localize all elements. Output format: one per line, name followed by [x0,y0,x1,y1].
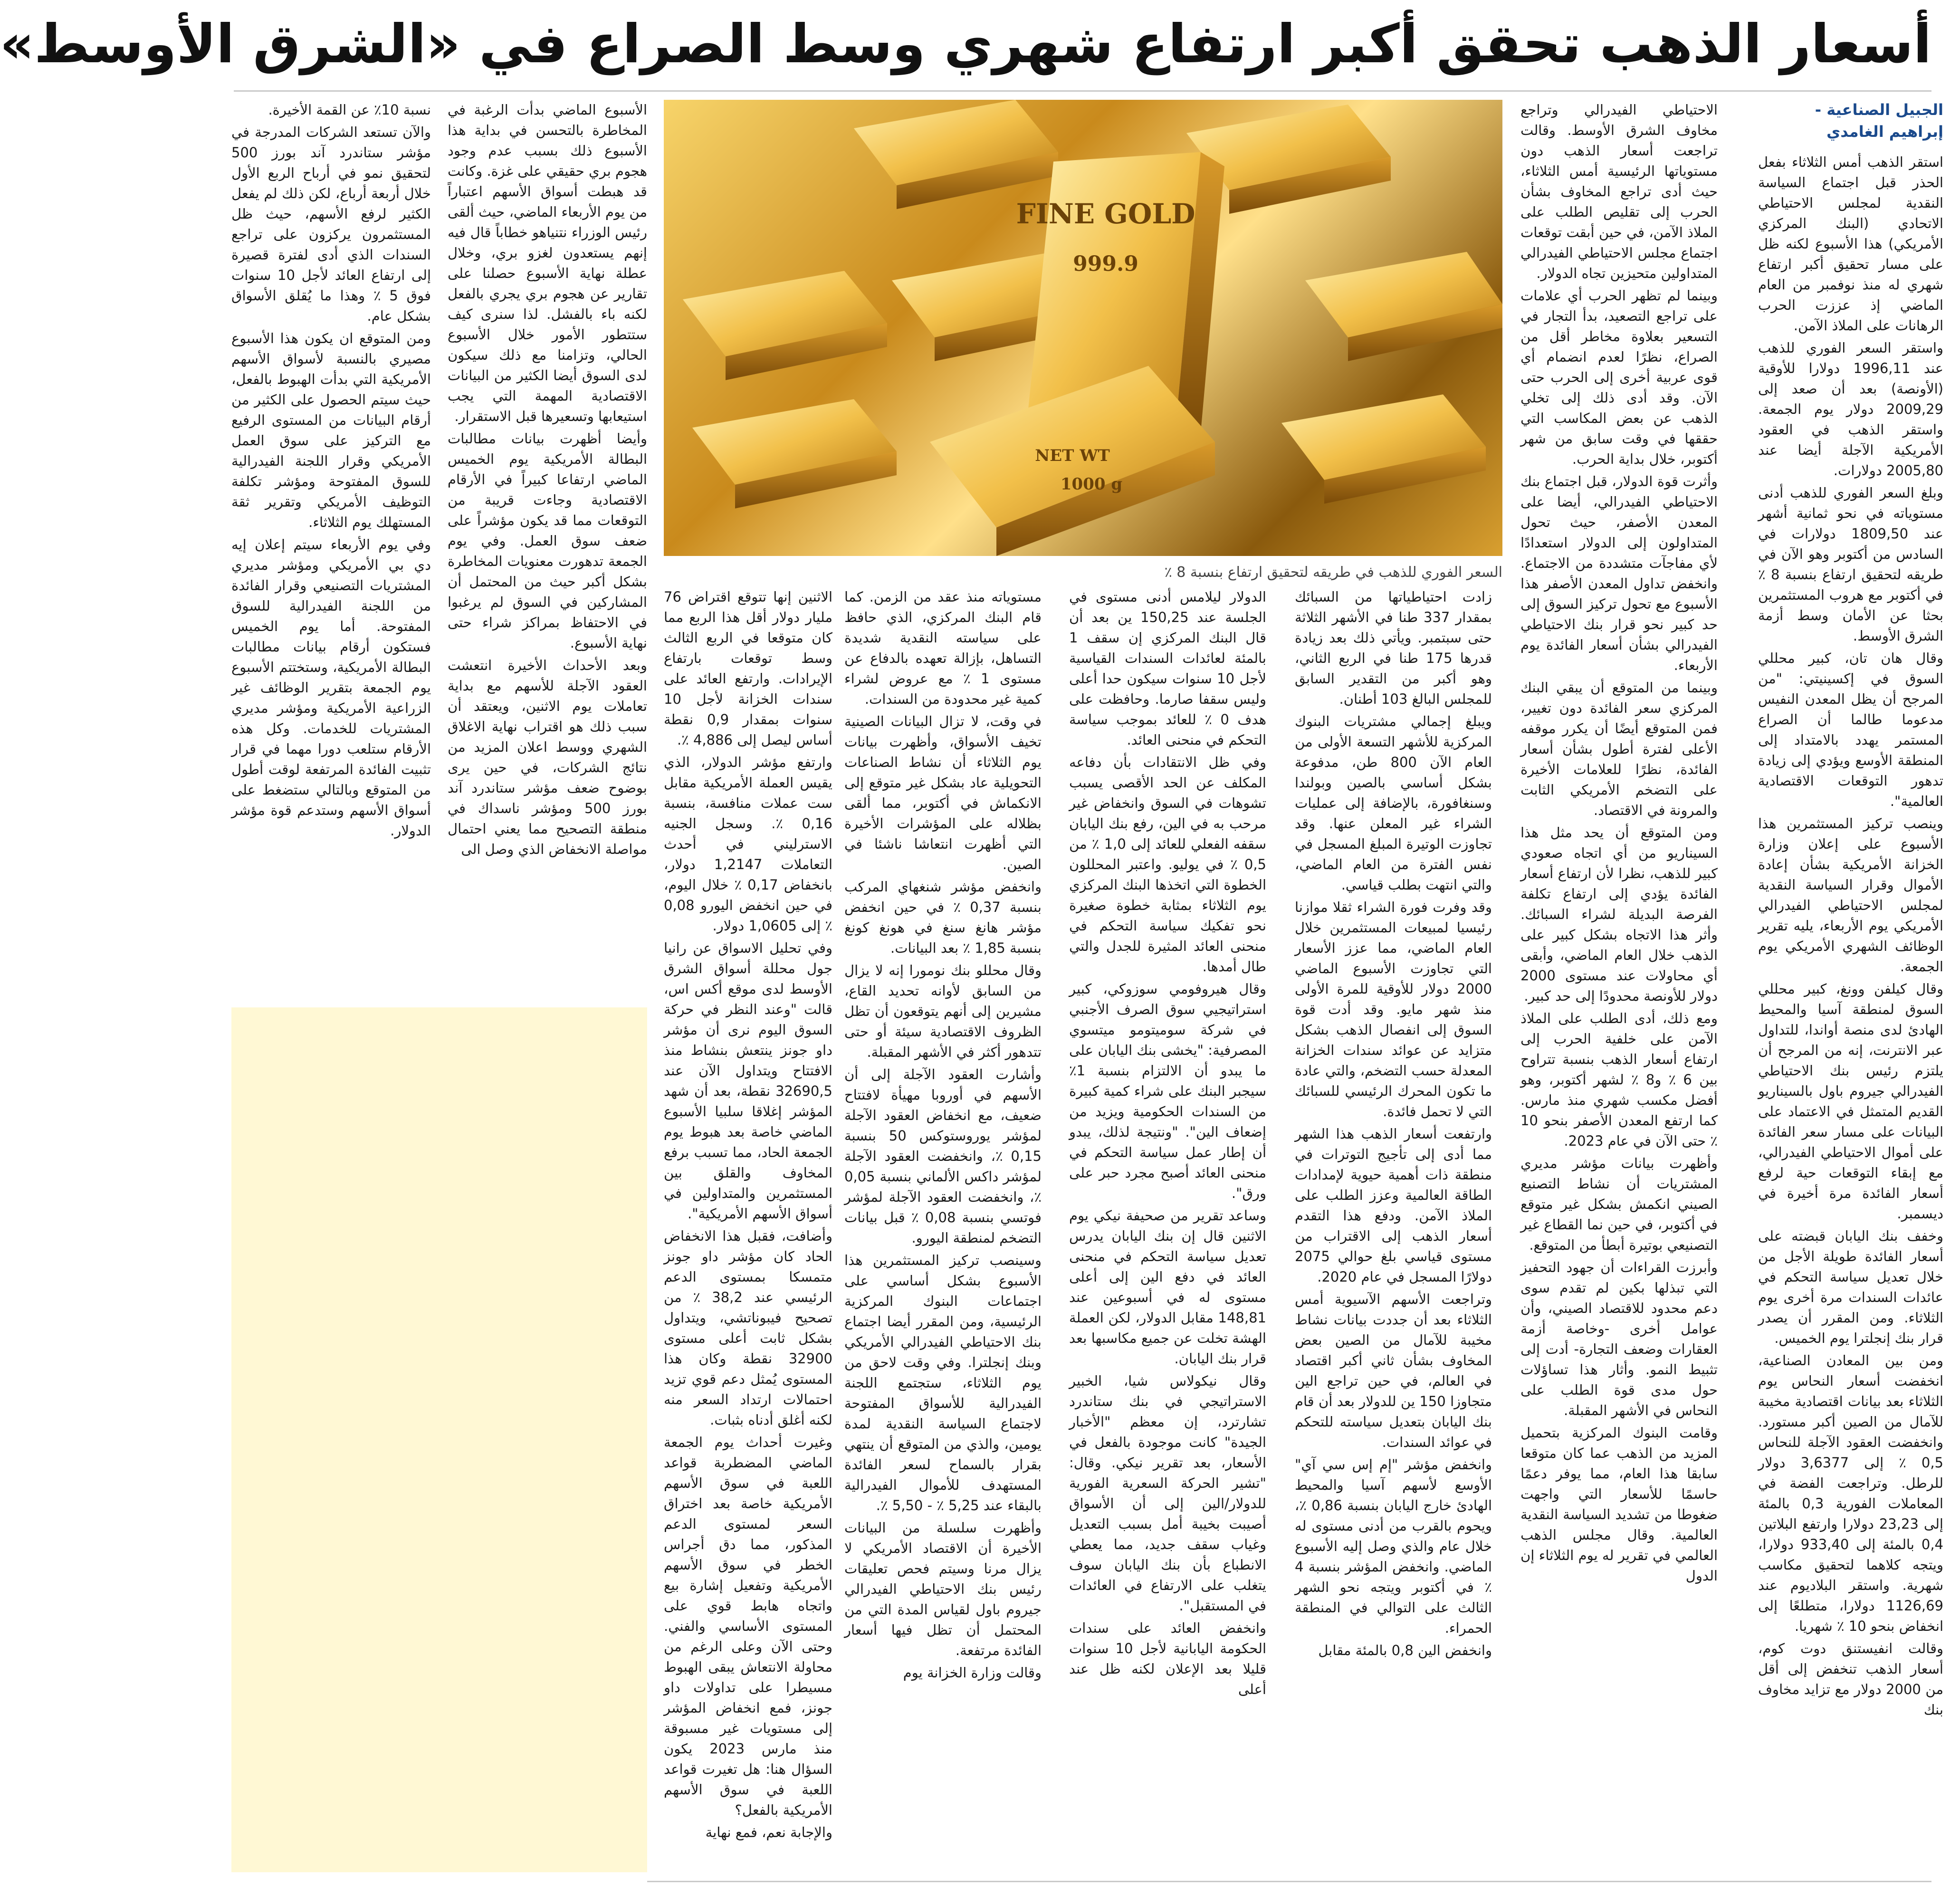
article-paragraph: وانخفض الين 0,8 بالمئة مقابل [1318,1642,1492,1658]
article-paragraph: وبعد الأحداث الأخيرة انتعشت العقود الآجلة للأسهم مع بداية تعاملات يوم الاثنين، ويعتقد أن سبب ذلك هو اقتراب نهاية الاغلاق الشهري ووسط اعلان المزيد من نتائج الشركات، في حين يرى بوضوح ضعف مؤشر ستاندرد آند بورز 500 ومؤشر ناسداك في منطقة التصحيح مما يعني احتمال مواصلة الانخفاض الذي وصل الى [448,657,648,857]
article-paragraph: وأظهرت بيانات مؤشر مديري المشتريات أن نشاط التصنيع الصيني انكمش بشكل غير متوقع في أكتوبر، في حين نما القطاع غير التصنيعي بوتيرة أبطأ من المتوقع. [1520,1155,1718,1253]
article-paragraph: الأسبوع الماضي بدأت الرغبة في المخاطرة بالتحسن في بداية هذا الأسبوع ذلك بسبب عدم وجود هجوم بري حقيقي على غزة. وكانت قد هبطت أسواق الأسهم اعتباراً من يوم الأربعاء الماضي، حيث ألقى رئيس الوزراء نتنياهو خطاباً قال فيه إنهم يستعدون لغزو بري، وخلال عطلة نهاية الأسبوع حصلنا على تقارير عن هجوم بري يجري بالفعل لكنه باء بالفشل. لذا سنرى كيف ستتطور الأمور خلال الأسبوع الحالي، وتزامنا مع ذلك سيكون لدى السوق أيضا الكثير من البيانات الاقتصادية المهمة التي يجب استيعابها وتسعيرها قبل الاستقرار. [448,102,647,424]
gold-bar [854,100,1058,209]
article-paragraph: ومن المتوقع ان يكون هذا الأسبوع مصيري بالنسبة لأسواق الأسهم الأمريكية التي بدأت الهبوط بالفعل، حيث سيتم الحصول على الكثير من أرقام البيانات من المستوى الرفيع مع التركيز على سوق العمل الأمريكي وقرار اللجنة الفيدرالية للسوق المفتوحة ومؤشر تكلفة التوظيف الأمريكي وتقرير ثقة المستهلك يوم الثلاثاء. [231,330,431,530]
article-paragraph: وسينصب تركيز المستثمرين هذا الأسبوع بشكل أساسي على اجتماعات البنوك المركزية الرئيسية، ومن المقرر أيضا اجتماع بنك الاحتياطي الفيدرالي الأمريكي وبنك إنجلترا. وفي وقت لاحق من يوم الثلاثاء، ستجتمع اللجنة الفيدرالية للأسواق المفتوحة لاجتماع السياسة النقدية لمدة يومين، والذي من المتوقع أن ينتهي بقرار بالسماح لسعر الفائدة المستهدف للأموال الفيدرالية بالبقاء عند 5,25 ٪ - 5,50 ٪. [844,1252,1042,1513]
article-paragraph: وينصب تركيز المستثمرين هذا الأسبوع على إعلان وزارة الخزانة الأمريكية بشأن إعادة الأموال وقرار السياسة النقدية لمجلس الاحتياطي الفيدرالي الأمريكي يوم الأربعاء، يليه تقرير الوظائف الشهري الأمريكي يوم الجمعة. [1758,815,1943,975]
article-paragraph: والآن تستعد الشركات المدرجة في مؤشر ستاندرد آند بورز 500 لتحقيق نمو في أرباح الربع الأول خلال أربعة أرباع، لكن ذلك لم يفعل الكثير لرفع الأسهم، حيث ظل المستثمرون يركزون على تراجع السندات الذي أدى لفترة قصيرة إلى ارتفاع العائد لأجل 10 سنوات فوق 5 ٪ وهذا ما يُقلق الأسواق بشكل عام. [231,124,431,324]
bar-label-weight: 1000 g [1060,475,1123,494]
article-paragraph: وقال محللو بنك نومورا إنه لا يزال من السابق لأوانه تحديد القاع، مشيرين إلى أنهم يتوقعون أن تظل الظروف الاقتصادية سيئة أو حتى تتدهور أكثر في الأشهر المقبلة. [844,962,1042,1060]
article-paragraph: وأظهرت سلسلة من البيانات الأخيرة أن الاقتصاد الأمريكي لا يزال مرنا وسيتم فحص تعليقات رئيس بنك الاحتياطي الفيدرالي جيروم باول لقياس المدة التي من المحتمل أن تظل فيها أسعار الفائدة مرتفعة. [844,1520,1042,1658]
byline: الجبيل الصناعية - إبراهيم الغامدي [1815,101,1943,141]
article-paragraph: وفي يوم الأربعاء سيتم إعلان إيه دي بي الأمريكي ومؤشر مديري المشتريات التصنيعي وقرار الفائدة من اللجنة الفيدرالية للسوق المفتوحة. أما يوم الخميس فستكون أرقام بيانات مطالبات البطالة الأمريكية، وستختتم الأسبوع يوم الجمعة بتقرير الوظائف غير الزراعية الأمريكية ومؤشر مديري المشتريات للخدمات. وكل هذه الأرقام ستلعب دورا مهما في قرار تثبيت الفائدة المرتفعة لوقت أطول من المتوقع وبالتالي ستضغط على أسواق الأسهم وستدعم قوة مؤشر الدولار. [231,536,431,839]
article-column-8 [231,100,431,1003]
article-paragraph: ويبلغ إجمالي مشتريات البنوك المركزية للأشهر التسعة الأولى من العام الآن 800 طن، مدفوعة بشكل أساسي بالصين وبولندا وسنغافورة، بالإضافة إلى عمليات الشراء غير المعلن عنها. وقد تجاوزت الوتيرة المبلغ المسجل في نفس الفترة من العام الماضي، والتي انتهت بطلب قياسي. [1295,713,1492,893]
bar-label-fine-gold: FINE GOLD [1016,198,1195,230]
article-paragraph: نسبة 10٪ عن القمة الأخيرة. [268,102,431,118]
gold-bars-photo [664,100,1502,556]
gold-bar [683,271,887,380]
article-paragraph: وارتفع مؤشر الدولار، الذي يقيس العملة الأمريكية مقابل ست عملات منافسة، بنسبة 0,16 ٪. وسجل الجنيه الاسترليني في أحدث التعاملات 1,2147 دولار، بانخفاض 0,17 ٪ خلال اليوم، في حين انخفض اليورو 0,08 ٪ إلى 1,0605 دولار. [664,754,833,934]
article-column-3 [1295,587,1492,1882]
article-paragraph: والإجابة نعم، فمع نهاية [705,1824,832,1840]
article-paragraph: وقال نيكولاس شيا، الخبير الاستراتيجي في بنك ستاندرد تشارترد، إن معظم "الأخبار الجيدة" كانت موجودة بالفعل في الأسعار، بعد تقرير نيكي. وقال: "تشير الحركة السعرية الفورية للدولار/الين إلى أن الأسواق أصيبت بخيبة أمل بسبب التعديل وغياب سقف جديد، مما يعطي الانطباع بأن بنك اليابان سوف يتغلب على الارتفاع في العائدات في المستقبل". [1069,1373,1266,1614]
article-paragraph: وأشارت العقود الآجلة إلى أن الأسهم في أوروبا مهيأة لافتتاح ضعيف، مع انخفاض العقود الآجلة لمؤشر يوروستوكس 50 بنسبة 0,15 ٪، وانخفضت العقود الآجلة لمؤشر داكس الألماني بنسبة 0,05 ٪، وانخفضت العقود الآجلة لمؤشر فوتسي بنسبة 0,08 ٪ قبل بيانات التضخم لمنطقة اليورو. [844,1066,1042,1246]
article-paragraph: وقال هان تان، كبير محللي السوق في إكسينيتي: "من المرجح أن يظل المعدن النفيس مدعوما طالما أن الصراع المستمر يهدد بالامتداد إلى المنطقة الأوسع ويؤدي إلى زيادة تدهور التوقعات الاقتصادية العالمية". [1758,650,1943,809]
article-paragraph: وتراجعت الأسهم الآسيوية أمس الثلاثاء بعد أن جددت بيانات نشاط مخيبة للآمال من الصين بعض المخاوف بشأن ثاني أكبر اقتصاد في العالم، في حين تراجع الين متجاوزا 150 ين للدولار بعد أن قام بنك اليابان بتعديل سياسته للتحكم في عوائد السندات. [1295,1291,1492,1450]
article-paragraph: وقد وفرت فورة الشراء ثقلا موازنا رئيسيا لمبيعات المستثمرين خلال العام الماضي، مما عزز الأسعار التي تجاوزت الأسبوع الماضي 2000 دولار للأوقية للمرة الأولى منذ شهر مايو. وقد أدت قوة السوق إلى انفصال الذهب بشكل متزايد عن عوائد سندات الخزانة المعدلة حسب التضخم، والتي عادة ما تكون المحرك الرئيسي للسبائك التي لا تحمل فائدة. [1295,899,1492,1120]
article-paragraph: وأثرت قوة الدولار، قبل اجتماع بنك الاحتياطي الفيدرالي، أيضا على المعدن الأصفر، حيث تحول المتداولون إلى الدولار استعدادًا لأي مفاجآت متشددة من الاجتماع. وانخفض تداول المعدن الأصفر هذا الأسبوع مع تحول تركيز السوق إلى حد كبير نحو قرار بنك الاحتياطي الفيدرالي بشأن أسعار الفائدة يوم الأربعاء. [1520,473,1718,673]
photo-caption: السعر الفوري للذهب في طريقه لتحقيق ارتفاع بنسبة 8 ٪ [1164,564,1502,581]
bar-label-purity: 999.9 [1073,252,1138,276]
article-paragraph: ومع ذلك، أدى الطلب على الملاذ الآمن على خلفية الحرب إلى ارتفاع أسعار الذهب بنسبة تتراوح بين 6 ٪ و8 ٪ لشهر أكتوبر، وهو أفضل مكسب شهري منذ مارس. كما ارتفع المعدن الأصفر بنحو 10 ٪ حتى الآن في عام 2023. [1520,1010,1718,1149]
article-column-4 [1069,587,1266,1882]
article-paragraph: وانخفض العائد على سندات الحكومة اليابانية لأجل 10 سنوات قليلا بعد الإعلان لكنه ظل عند أعلى [1069,1620,1267,1697]
article-paragraph: وقال هيروفومي سوزوكي، كبير استراتيجيي سوق الصرف الأجنبي في شركة سوميتومو ميتسوي المصرفية: "يخشى بنك اليابان على ما يبدو أن الالتزام بنسبة 1٪ سيجبر البنك على شراء كمية كبيرة من السندات الحكومية ويزيد من إضعاف الين". "ونتيجة لذلك، يبدو أن إطار عمل سياسة التحكم في منحنى العائد أصبح مجرد حبر على ورق". [1069,981,1266,1201]
article-paragraph: في وقت، لا تزال البيانات الصينية تخيف الأسواق، وأظهرت بيانات يوم الثلاثاء أن نشاط الصناعات التحويلية عاد بشكل غير متوقع إلى الانكماش في أكتوبر، مما ألقى بظلاله على المؤشرات الأخيرة التي أظهرت انتعاشا ناشئا في الصين. [844,713,1042,872]
article-paragraph: الاحتياطي الفيدرالي وتراجع مخاوف الشرق الأوسط. وقالت تراجعت أسعار الذهب دون مستوياتها الرئيسية أمس الثلاثاء، حيث أدى تراجع المخاوف بشأن الحرب إلى تقليص الطلب على الملاذ الآمن، في حين أبقت توقعات اجتماع مجلس الاحتياطي الفيدرالي المتداولين متحيزين تجاه الدولار. [1520,102,1718,281]
article-column-6 [664,587,832,1882]
article-paragraph: وبلغ السعر الفوري للذهب أدنى مستوياته في نحو ثمانية أشهر عند 1809,50 دولارات في السادس من أكتوبر وهو الآن في طريقه لتحقيق ارتفاع بنسبة 8 ٪ في أكتوبر مع هروب المستثمرين بحثا عن الأمان وسط أزمة الشرق الأوسط. [1758,485,1944,644]
article-paragraph: الاثنين إنها تتوقع اقتراض 76 مليار دولار أقل هذا الربع مما كان متوقعا في الربع الثالث وسط توقعات بارتفاع الإيرادات. وارتفع العائد على سندات الخزانة لأجل 10 سنوات بمقدار 0,9 نقطة أساس ليصل إلى 4,886 ٪. [664,589,832,748]
article-column-1 [1758,152,1943,1882]
empty-shaded-box [231,1007,647,1872]
article-paragraph: ومن بين المعادن الصناعية، انخفضت أسعار النحاس يوم الثلاثاء بعد بيانات اقتصادية مخيبة للآمال من الصين أكبر مستورد. وانخفضت العقود الآجلة للنحاس 0,5 ٪ إلى 3,6377 دولار للرطل. وتراجعت الفضة في المعاملات الفورية 0,3 بالمئة إلى 23,23 دولارا وارتفع البلاتين 0,4 بالمئة إلى 933,40 دولارا، ويتجه كلاهما لتحقيق مكاسب شهرية. واستقر البلاديوم عند 1126,69 دولارا، متطلعًا إلى انخفاض بنحو 10 ٪ شهريا. [1758,1352,1944,1634]
article-paragraph: وقال كيلفن وونغ، كبير محللي السوق لمنطقة آسيا والمحيط الهادئ لدى منصة أواندا، للتداول عبر الانترنت، إنه من المرجح أن يلتزم رئيس بنك الاحتياطي الفيدرالي جيروم باول بالسيناريو القديم المتمثل في الاعتماد على البيانات على مسار سعر الفائدة على أموال الاحتياطي الفيدرالي، مع إبقاء التوقعات حية لرفع أسعار الفائدة مرة أخيرة في ديسمبر. [1758,981,1943,1222]
header-rule [234,90,1931,92]
article-column-5 [844,587,1042,1882]
footer-rule [647,1881,1931,1882]
article-paragraph: وساعد تقرير من صحيفة نيكي يوم الاثنين قال إن بنك اليابان يدرس تعديل سياسة التحكم في منحنى العائد في دفع الين إلى أعلى مستوى له في أسبوعين عند 148,81 مقابل الدولار، لكن العملة الهشة تخلت عن جميع مكاسبها بعد قرار بنك اليابان. [1069,1207,1266,1367]
article-paragraph: وقالت وزارة الخزانة يوم [903,1665,1042,1681]
gold-bar [1281,394,1486,504]
bar-label-net-wt: NET WT [1035,446,1110,465]
article-paragraph: وأيضا أظهرت بيانات مطالبات البطالة الأمريكية يوم الخميس الماضي ارتفاعا كبيراً في الأرقام الاقتصادية وجاءت قريبة من التوقعات مما قد يكون مؤشراً على ضعف سوق العمل. وفي يوم الجمعة تدهورت معنويات المخاطرة بشكل أكبر حيث من المحتمل أن المشاركين في السوق لم يرغبوا في الاحتفاظ بمراكز شراء حتى نهاية الأسبوع. [448,431,647,651]
article-paragraph: وانخفض مؤشر شنغهاي المركب بنسبة 0,37 ٪ في حين انخفض مؤشر هانغ سنغ في هونغ كونغ بنسبة 1,85 ٪ بعد البيانات. [844,879,1042,956]
gold-bar [1305,252,1502,361]
article-paragraph: وأبرزت القراءات أن جهود التحفيز التي تبذلها بكين لم تقدم سوى دعم محدود للاقتصاد الصيني، وأن عوامل أخرى -وخاصة أزمة العقارات وضعف التجارة- أدت إلى تثبيط النمو. وأثار هذا تساؤلات حول مدى قوة الطلب على النحاس في الأشهر المقبلة. [1520,1259,1718,1418]
article-paragraph: وقالت انفيستنق دوت كوم، أسعار الذهب تنخفض إلى أقل من 2000 دولار مع تزايد مخاوف بنك [1758,1640,1943,1718]
article-paragraph: ومن المتوقع أن يحد مثل هذا السيناريو من أي اتجاه صعودي كبير للذهب، نظرا لأن ارتفاع أسعار الفائدة يؤدي إلى ارتفاع تكلفة الفرصة البديلة لشراء السبائك. وأثر هذا الاتجاه بشكل كبير على الذهب خلال العام الماضي، وأبقى أي محاولات عند مستوى 2000 دولار للأونصة محدودًا إلى حد كبير. [1520,824,1718,1004]
article-paragraph: وغيرت أحداث يوم الجمعة الماضي المضطربة قواعد اللعبة في سوق الأسهم الأمريكية خاصة بعد اختراق السعر لمستوى الدعم المذكور، مما دق أجراس الخطر في سوق الأسهم الأمريكية وتفعيل إشارة بيع واتجاه هابط قوي على المستوى الأساسي والفني. وحتى الآن وعلى الرغم من محاولة الانتعاش يبقى الهبوط مسيطرا على تداولات داو جونز، فمع انخفاض المؤشر إلى مستويات غير مسبوقة منذ مارس 2023 يكون السؤال هنا: هل تغيرت قواعد اللعبة في سوق الأسهم الأمريكية بالفعل؟ [664,1434,832,1818]
article-paragraph: وفي ظل الانتقادات بأن دفاعه المكلف عن الحد الأقصى يسبب تشوهات في السوق وانخفاض غير مرحب به في الين، رفع بنك اليابان سقفه الفعلي للعائد إلى 1,0 ٪ من 0,5 ٪ في يوليو. واعتبر المحللون الخطوة التي اتخذها البنك المركزي يوم الثلاثاء بمثابة خطوة صغيرة نحو تفكيك سياسة التحكم في منحنى العائد المثيرة للجدل والتي طال أمدها. [1069,754,1266,975]
article-paragraph: وأضافت، فقبل هذا الانخفاض الحاد كان مؤشر داو جونز متمسكا بمستوى الدعم الرئيسي عند 38,2 ٪ من تصحيح فيبوناتشي، ويتداول بشكل ثابت أعلى مستوى 32900 نقطة وكان هذا المستوى يُمثل دعم قوي تزيد احتمالات ارتداد السعر منه لكنه أغلق أدناه بثبات. [664,1228,832,1428]
article-paragraph: وفي تحليل الاسواق عن رانيا جول محللة أسواق الشرق الأوسط لدى موقع أكس اس، قالت "وعند النظر في حركة السوق اليوم نرى أن مؤشر داو جونز ينتعش بنشاط منذ الافتتاح ويتداول الآن عند 32690,5 نقطة، بعد أن شهد المؤشر إغلاقا سلبيا الأسبوع الماضي خاصة بعد هبوط يوم الجمعة الحاد، مما تسبب برفع المخاوف والقلق بين المستثمرين والمتداولين في أسواق الأسهم الأمريكية". [664,940,832,1222]
article-paragraph: زادت احتياطياتها من السبائك بمقدار 337 طنا في الأشهر الثلاثة حتى سبتمبر. ويأتي ذلك بعد زيادة قدرها 175 طنا في الربع الثاني، وهو أكبر من التقدير السابق للمجلس البالغ 103 أطنان. [1295,589,1492,707]
article-column-7 [448,100,647,1003]
article-paragraph: وبينما من المتوقع أن يبقي البنك المركزي سعر الفائدة دون تغيير، فمن المتوقع أيضًا أن يكرر موقفه الأعلى لفترة أطول بشأن أسعار الفائدة، نظرًا للعلامات الأخيرة على التضخم الأمريكي الثابت والمرونة في الاقتصاد. [1520,680,1718,818]
headline: أسعار الذهب تحقق أكبر ارتفاع شهري وسط الصراع في «الشرق الأوسط» [0,13,1931,75]
article-paragraph: وقامت البنوك المركزية بتحميل المزيد من الذهب عما كان متوقعا سابقا هذا العام، مما يوفر دعمًا حاسمًا للأسعار التي واجهت ضغوطا من تشديد السياسة النقدية العالمية. وقال مجلس الذهب العالمي في تقرير له يوم الثلاثاء إن الدول [1520,1425,1718,1584]
article-paragraph: وخفف بنك اليابان قبضته على أسعار الفائدة طويلة الأجل من خلال تعديل سياسة التحكم في عائدات السندات مرة أخرى يوم الثلاثاء. ومن المقرر أن يصدر قرار بنك إنجلترا يوم الخميس. [1758,1228,1943,1346]
article-paragraph: وبينما لم تظهر الحرب أي علامات على تراجع التصعيد، بدأ التجار في التسعير بعلاوة مخاطر أقل من الصراع، نظرًا لعدم انضمام أي قوى عربية أخرى إلى الحرب حتى الآن. وقد أدى ذلك إلى تخلي الذهب عن بعض المكاسب التي حققها في وقت سابق من شهر أكتوبر، خلال بداية الحرب. [1520,287,1718,467]
article-paragraph: استقر الذهب أمس الثلاثاء بفعل الحذر قبل اجتماع السياسة النقدية لمجلس الاحتياطي الاتحادي (البنك المركزي الأمريكي) هذا الأسبوع لكنه ظل على مسار تحقيق أكبر ارتفاع شهري له منذ نوفمبر من العام الماضي إذ عززت الحرب الرهانات على الملاذ الآمن. [1758,154,1943,334]
article-paragraph: واستقر السعر الفوري للذهب عند 1996,11 دولارا للأوقية (الأونصة) بعد أن صعد إلى 2009,29 دولار يوم الجمعة. واستقر الذهب في العقود الأمريكية الآجلة أيضا عند 2005,80 دولارات. [1758,340,1944,479]
gold-bars-illustration [664,100,1502,556]
article-paragraph: وانخفض مؤشر "إم إس سي آي" الأوسع لأسهم آسيا والمحيط الهادئ خارج اليابان بنسبة 0,86 ٪، ويحوم بالقرب من أدنى مستوى له خلال عام والذي وصل إليه الأسبوع الماضي. وانخفض المؤشر بنسبة 4 ٪ في أكتوبر ويتجه نحو الشهر الثالث على التوالي في المنطقة الحمراء. [1295,1456,1492,1636]
article-paragraph: الدولار ليلامس أدنى مستوى في الجلسة عند 150,25 ين بعد أن قال البنك المركزي إن سقف 1 بالمئة لعائدات السندات القياسية لأجل 10 سنوات سيكون حدا أعلى وليس سقفا صارما. وحافظت على هدف 0 ٪ للعائد بموجب سياسة التحكم في منحنى العائد. [1069,589,1266,748]
gold-bar [692,399,897,508]
article-column-2 [1520,100,1718,1584]
article-paragraph: مستوياته منذ عقد من الزمن. كما قام البنك المركزي، الذي حافظ على سياسته النقدية شديدة التساهل، بإزالة تعهده بالدفاع عن مستوى 1 ٪ مع عروض لشراء كمية غير محدودة من السندات. [844,589,1042,707]
article-paragraph: وارتفعت أسعار الذهب هذا الشهر مما أدى إلى تأجيج التوترات في منطقة ذات أهمية حيوية لإمدادات الطاقة العالمية وعزز الطلب على الملاذ الآمن. ودفع هذا التقدم أسعار الذهب إلى الاقتراب من مستوى قياسي بلغ حوالي 2075 دولارًا المسجل في عام 2020. [1295,1126,1492,1285]
